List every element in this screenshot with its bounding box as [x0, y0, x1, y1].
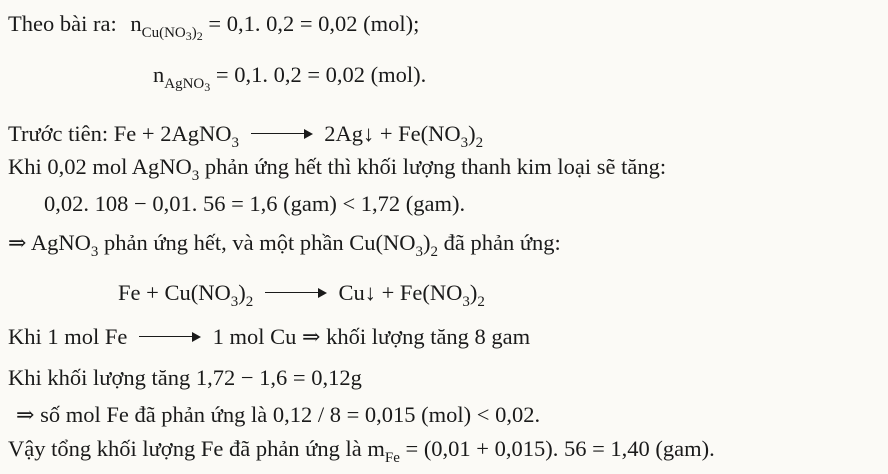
- text: phản ứng hết thì khối lượng thanh kim loại sẽ tăng:: [199, 154, 667, 179]
- implies-arrow-icon: ⇒: [16, 402, 35, 427]
- text: 2: [477, 294, 485, 310]
- long-right-arrow-icon: [251, 128, 313, 140]
- long-right-arrow-icon: [139, 331, 201, 343]
- line-9: [8, 364, 362, 392]
- text: ): [191, 25, 197, 41]
- line-10: [16, 401, 540, 429]
- text: + Fe(NO: [374, 121, 461, 146]
- text: đã phản ứng:: [437, 230, 561, 255]
- text: Khi 0,02 mol AgNO: [8, 154, 192, 179]
- text: phản ứng hết, và một phần Cu(NO: [98, 230, 416, 255]
- text: 2: [430, 244, 438, 260]
- text: Theo bài ra:: [8, 11, 117, 36]
- text: 3: [230, 294, 239, 310]
- text: khối lượng tăng 8 gam: [320, 324, 531, 349]
- text: Fe + Cu(NO: [118, 280, 231, 305]
- text: Vậy tổng khối lượng Fe đã phản ứng là m: [8, 436, 385, 461]
- line-7: [118, 279, 485, 316]
- text: n: [130, 11, 142, 36]
- line-8: [8, 323, 530, 351]
- text: 3: [462, 294, 470, 310]
- long-right-arrow-icon: [265, 287, 327, 299]
- text: 3: [415, 244, 423, 260]
- text: 3: [460, 135, 469, 151]
- text: + Fe(NO: [375, 280, 463, 305]
- text: số mol Fe đã phản ứng là 0,12 / 8 = 0,015 (mol) < 0,02.: [34, 402, 541, 427]
- line-11: [8, 435, 715, 472]
- line-3: [8, 120, 483, 157]
- text: 3: [204, 80, 211, 94]
- text: AgNO: [26, 230, 91, 255]
- text: 3: [90, 244, 99, 260]
- text: Cu: [338, 280, 365, 305]
- implies-arrow-icon: ⇒: [302, 324, 321, 349]
- text: 2: [475, 135, 484, 151]
- text: 1 mol Cu: [212, 324, 303, 349]
- text: = 0,1. 0,2 = 0,02 (mol);: [202, 11, 420, 36]
- line-4: [8, 153, 666, 190]
- text: ): [468, 121, 476, 146]
- down-arrow-icon: ↓: [364, 280, 376, 305]
- text: 2: [196, 29, 203, 43]
- text: 2: [245, 294, 254, 310]
- text: Trước tiên: Fe + 2AgNO: [8, 121, 232, 146]
- text: ): [469, 280, 478, 305]
- text: = 0,1. 0,2 = 0,02 (mol).: [210, 62, 427, 87]
- text: Fe: [384, 450, 400, 466]
- text: 3: [185, 29, 192, 43]
- text: 0,02. 108 − 0,01. 56 = 1,6 (gam) < 1,72 (gam).: [44, 191, 466, 216]
- text: = (0,01 + 0,015). 56 = 1,40 (gam).: [399, 436, 715, 461]
- text: Khi khối lượng tăng 1,72 − 1,6 = 0,12g: [8, 365, 362, 390]
- text: 2Ag: [324, 121, 363, 146]
- text: AgNO: [164, 76, 205, 92]
- text: 3: [231, 135, 239, 151]
- line-6: [8, 229, 561, 266]
- text: 3: [191, 168, 200, 184]
- implies-arrow-icon: ⇒: [8, 230, 27, 255]
- line-5: [44, 190, 465, 218]
- down-arrow-icon: ↓: [362, 121, 375, 146]
- text: n: [153, 62, 165, 87]
- text: Cu(NO: [141, 25, 186, 41]
- text: Khi 1 mol Fe: [8, 324, 128, 349]
- line-1: [8, 10, 419, 50]
- text: ): [422, 230, 431, 255]
- text: ): [238, 280, 246, 305]
- line-2: [153, 61, 426, 101]
